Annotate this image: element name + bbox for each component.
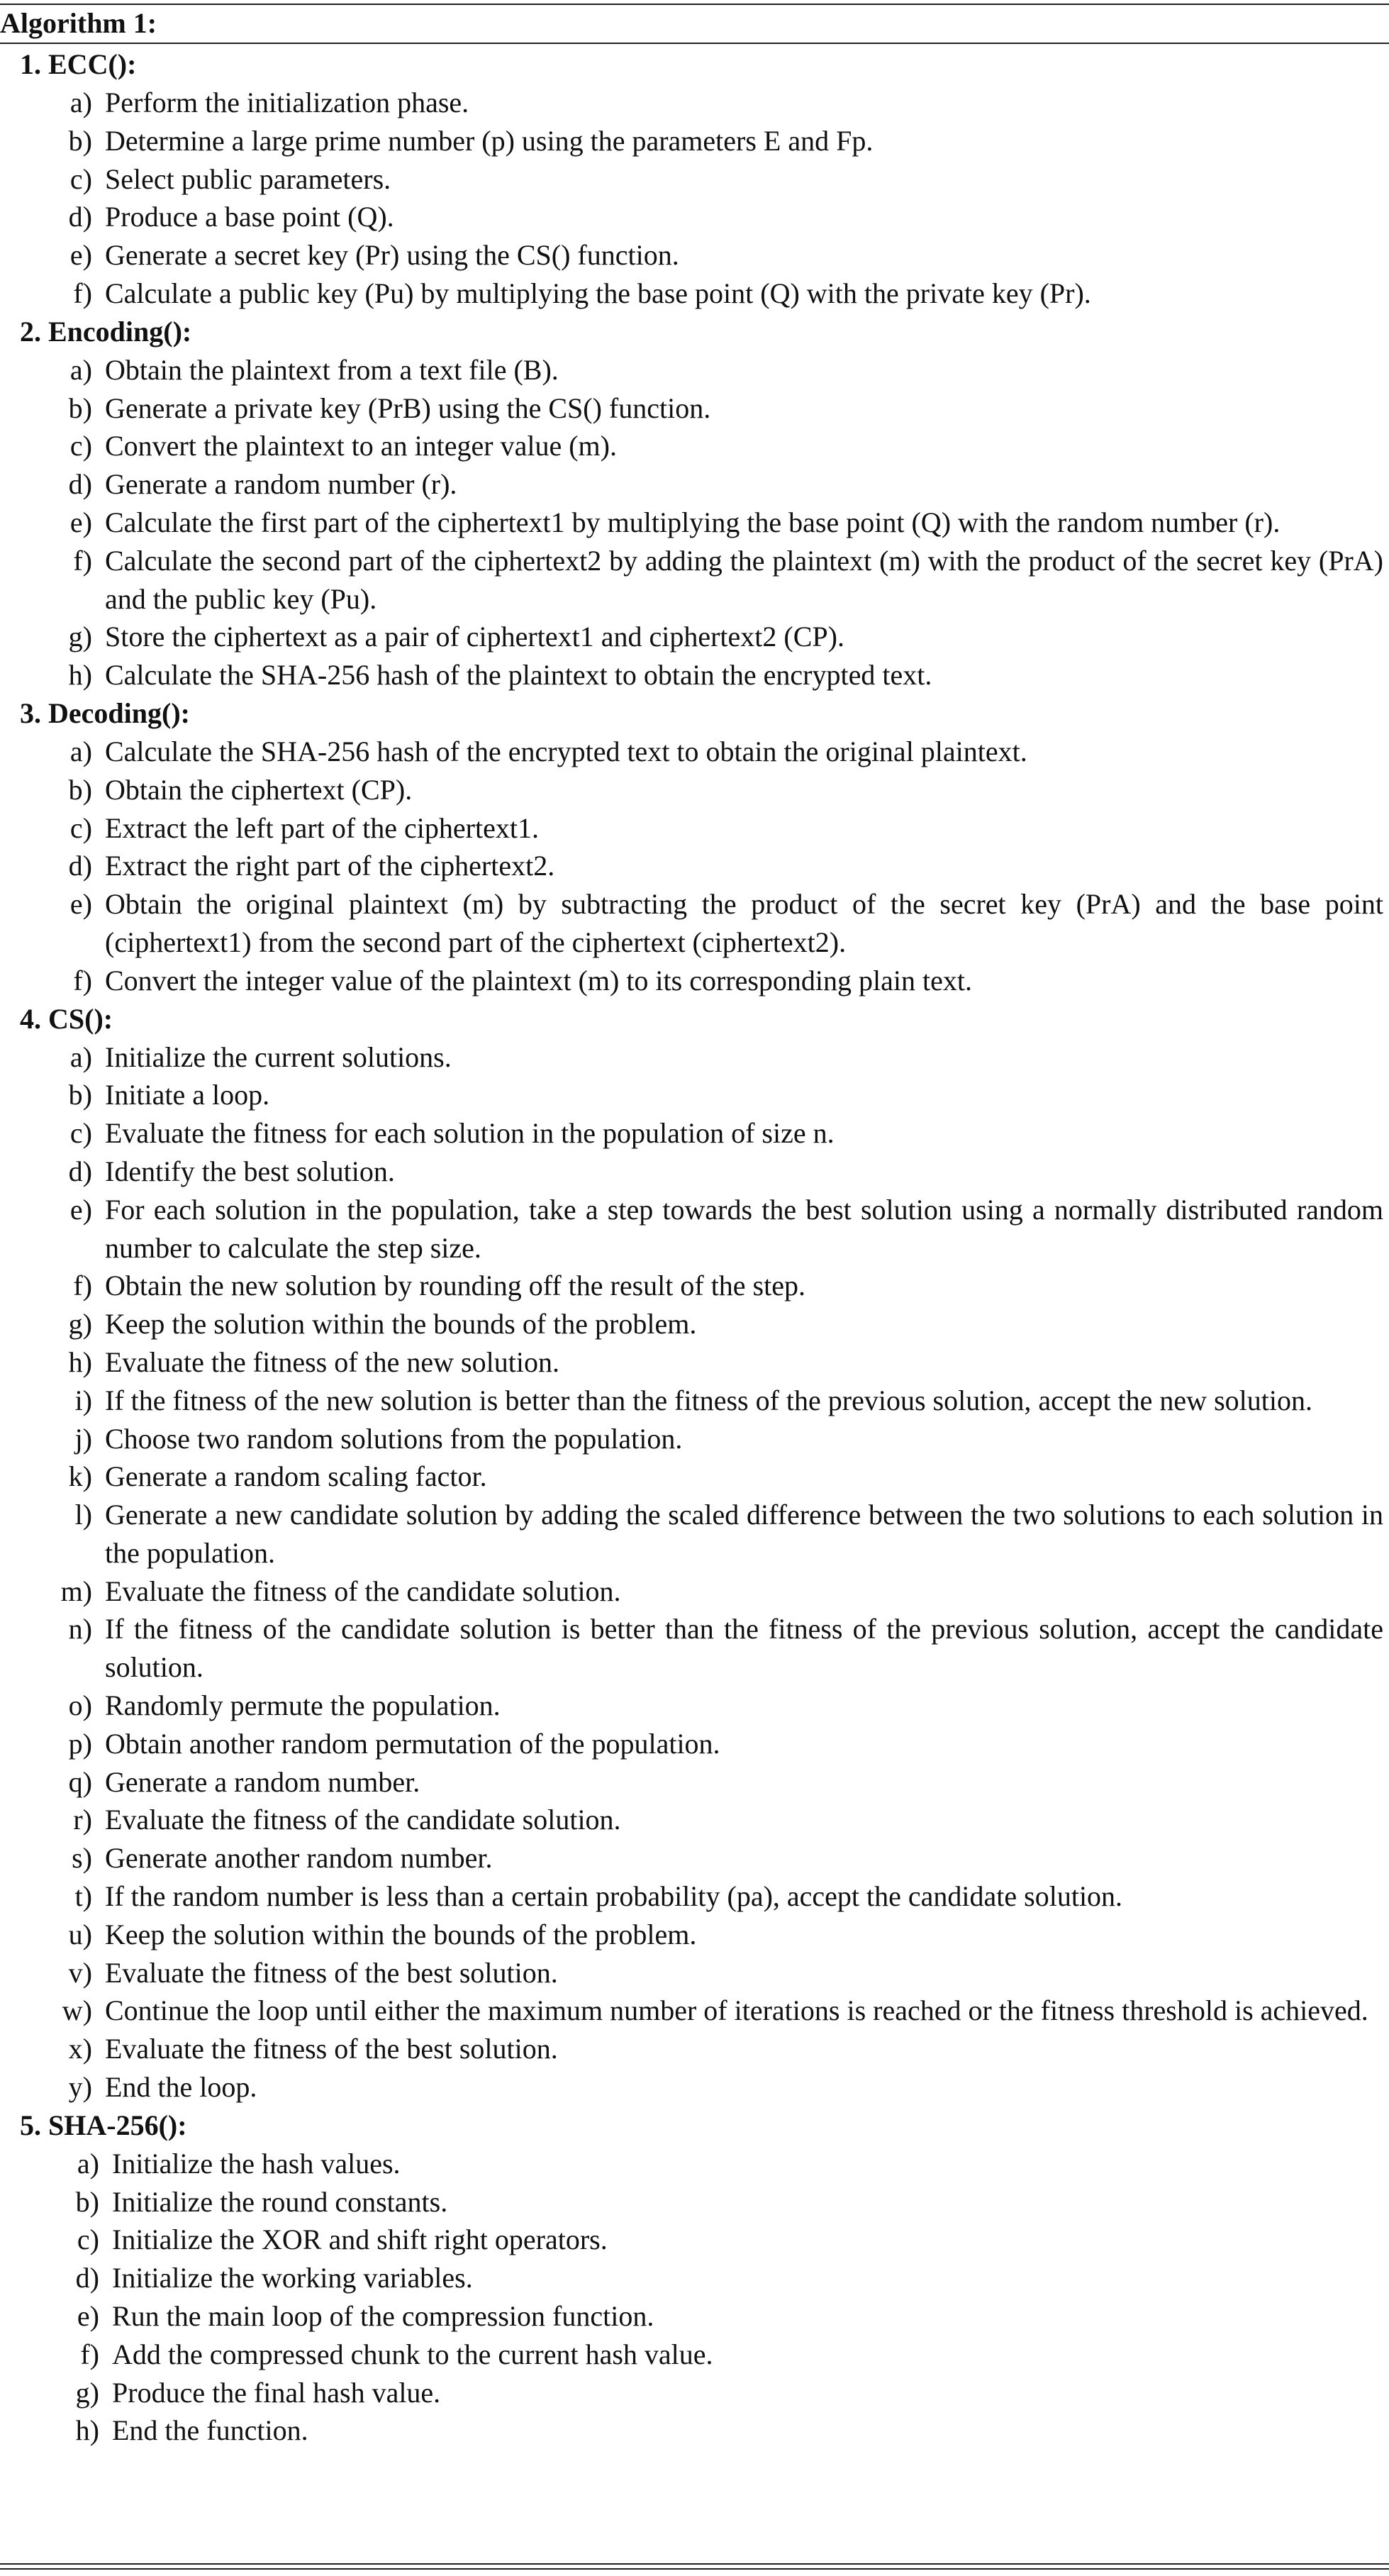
step-item — [0, 1992, 1389, 2030]
step-marker: s) — [72, 1842, 92, 1875]
algorithm-body — [0, 45, 1389, 2450]
step-marker: b) — [75, 2185, 99, 2218]
step-item — [0, 1420, 1389, 1458]
step-text: Initiate a loop. — [105, 1079, 270, 1111]
step-item — [0, 1076, 1389, 1114]
step-text: Randomly permute the population. — [105, 1689, 501, 1722]
step-marker: q) — [68, 1765, 92, 1798]
step-marker: c) — [69, 1117, 92, 1150]
step-item — [0, 1038, 1389, 1077]
step-text: Calculate the second part of the ciphertext2 by adding the plaintext (m) with the product of the secret key (PrA) and the public key (Pu). — [105, 544, 1383, 615]
step-item — [0, 1725, 1389, 1763]
step-text: Evaluate the fitness of the best solution. — [105, 1956, 558, 1989]
step-item — [0, 351, 1389, 389]
step-item — [0, 2336, 1389, 2374]
step-marker: u) — [68, 1918, 92, 1950]
step-text: Generate another random number. — [105, 1842, 493, 1875]
step-marker: d) — [68, 1155, 92, 1187]
step-text: Initialize the current solutions. — [105, 1040, 452, 1073]
step-text: End the loop. — [105, 2071, 257, 2104]
step-marker: a) — [69, 353, 92, 386]
step-item — [0, 1877, 1389, 1916]
step-item — [0, 542, 1389, 618]
step-marker: e) — [69, 888, 92, 921]
step-marker: g) — [68, 1308, 92, 1340]
step-marker: c) — [69, 430, 92, 462]
step-marker: d) — [68, 201, 92, 233]
step-text: Initialize the round constants. — [112, 2185, 448, 2218]
step-item — [0, 236, 1389, 274]
step-item — [0, 1382, 1389, 1420]
step-item — [0, 1572, 1389, 1611]
step-marker: d) — [68, 468, 92, 501]
step-item — [0, 656, 1389, 694]
step-marker: n) — [68, 1613, 92, 1645]
step-marker: t) — [74, 1880, 92, 1913]
step-marker: i) — [74, 1384, 92, 1416]
step-item — [0, 1687, 1389, 1725]
step-item — [0, 160, 1389, 199]
step-item — [0, 809, 1389, 848]
step-item — [0, 1954, 1389, 1992]
step-text: If the fitness of the candidate solution is better than the fitness of the previous solution, accept the candidate solution. — [105, 1613, 1383, 1684]
step-marker: b) — [68, 392, 92, 424]
step-marker: r) — [73, 1804, 92, 1836]
step-marker: g) — [75, 2376, 99, 2409]
step-marker: h) — [75, 2414, 99, 2447]
section-header-sha-256: 5. SHA-256(): — [20, 2109, 187, 2141]
step-marker: h) — [68, 659, 92, 692]
step-item — [0, 1114, 1389, 1153]
step-text: Obtain the plaintext from a text file (B). — [105, 353, 559, 386]
step-marker: a) — [69, 1040, 92, 1073]
step-marker: b) — [68, 124, 92, 157]
step-text: Generate a random scaling factor. — [105, 1460, 487, 1493]
step-marker: h) — [68, 1345, 92, 1378]
step-item — [0, 2183, 1389, 2221]
step-text: Run the main loop of the compression function. — [112, 2300, 654, 2333]
step-text: Convert the integer value of the plaintext (m) to its corresponding plain text. — [105, 964, 973, 996]
step-text: Select public parameters. — [105, 162, 391, 195]
step-text: Identify the best solution. — [105, 1155, 395, 1187]
step-marker: o) — [68, 1689, 92, 1722]
step-text: Initialize the XOR and shift right operators. — [112, 2224, 608, 2256]
section-header-decoding: 3. Decoding(): — [20, 696, 190, 729]
step-marker: w) — [62, 1994, 92, 2027]
step-marker: c) — [69, 162, 92, 195]
step-item — [0, 1458, 1389, 1496]
step-item — [0, 1305, 1389, 1343]
section-header-cs: 4. CS(): — [20, 1002, 113, 1035]
step-text: Generate a random number. — [105, 1765, 420, 1798]
step-marker: f) — [73, 964, 92, 996]
step-text: If the random number is less than a certain probability (pa), accept the candidate solution. — [105, 1880, 1123, 1913]
step-item — [0, 1343, 1389, 1382]
step-text: For each solution in the population, take a step towards the best solution using a normally distributed random number to calculate the step size. — [105, 1193, 1383, 1264]
step-text: Obtain another random permutation of the population. — [105, 1727, 720, 1760]
step-marker: f) — [73, 277, 92, 309]
step-text: Evaluate the fitness of the new solution. — [105, 1345, 559, 1378]
step-item — [0, 1839, 1389, 1877]
step-text: Store the ciphertext as a pair of ciphertext1 and ciphertext2 (CP). — [105, 621, 844, 653]
step-item — [0, 84, 1389, 122]
step-text: Evaluate the fitness of the candidate solution. — [105, 1575, 621, 1607]
step-text: Add the compressed chunk to the current hash value. — [112, 2338, 713, 2370]
top-rule-inner — [0, 43, 1389, 44]
step-marker: f) — [80, 2338, 99, 2370]
step-text: Evaluate the fitness for each solution in the population of size n. — [105, 1117, 835, 1150]
step-marker: e) — [69, 506, 92, 538]
step-text: Extract the right part of the ciphertext2. — [105, 850, 555, 882]
step-marker: j) — [74, 1422, 92, 1455]
step-text: Perform the initialization phase. — [105, 87, 469, 118]
step-text: Continue the loop until either the maximum number of iterations is reached or the fitness threshold is achieved. — [105, 1994, 1368, 2027]
section-header-ecc: 1. ECC(): — [20, 48, 137, 80]
step-marker: y) — [68, 2071, 92, 2104]
step-item — [0, 1763, 1389, 1801]
step-marker: c) — [69, 811, 92, 844]
step-text: If the fitness of the new solution is better than the fitness of the previous solution, accept the new solution. — [105, 1384, 1312, 1416]
step-item — [0, 2030, 1389, 2068]
step-item — [0, 1801, 1389, 1839]
step-item — [0, 2259, 1389, 2297]
step-item — [0, 1916, 1389, 1954]
step-marker: b) — [68, 1079, 92, 1111]
step-text: Obtain the ciphertext (CP). — [105, 773, 413, 806]
step-item — [0, 1267, 1389, 1305]
step-marker: a) — [77, 2147, 99, 2180]
step-marker: x) — [68, 2033, 92, 2065]
step-item — [0, 733, 1389, 771]
step-marker: f) — [73, 1270, 92, 1302]
step-item — [0, 122, 1389, 160]
step-item — [0, 2221, 1389, 2259]
step-marker: c) — [77, 2224, 99, 2256]
step-item — [0, 427, 1389, 465]
step-item — [0, 962, 1389, 1000]
step-text: Generate a secret key (Pr) using the CS() function. — [105, 239, 679, 272]
step-item — [0, 2297, 1389, 2336]
step-text: Obtain the original plaintext (m) by subtracting the product of the secret key (PrA) and the base point (ciphertext1) from the second part of the ciphertext (ciphertext2). — [105, 888, 1383, 958]
step-item — [0, 2374, 1389, 2412]
step-item — [0, 1610, 1389, 1687]
algorithm-title: Algorithm 1: — [0, 7, 157, 39]
step-marker: e) — [69, 239, 92, 272]
step-text: Produce a base point (Q). — [105, 201, 394, 233]
step-text: Evaluate the fitness of the candidate solution. — [105, 1804, 621, 1836]
step-item — [0, 2068, 1389, 2106]
step-marker: d) — [75, 2262, 99, 2294]
step-marker: k) — [68, 1460, 92, 1493]
step-item — [0, 2145, 1389, 2183]
step-text: Keep the solution within the bounds of the problem. — [105, 1308, 697, 1340]
step-item — [0, 847, 1389, 885]
step-item — [0, 465, 1389, 504]
top-rule-outer — [0, 4, 1389, 5]
step-item — [0, 198, 1389, 236]
step-marker: a) — [69, 87, 92, 118]
step-text: End the function. — [112, 2414, 308, 2447]
step-item — [0, 1191, 1389, 1267]
step-item — [0, 618, 1389, 656]
step-text: Determine a large prime number (p) using the parameters E and Fp. — [105, 124, 874, 157]
step-text: Initialize the hash values. — [112, 2147, 401, 2180]
step-marker: a) — [69, 735, 92, 767]
step-marker: m) — [60, 1575, 92, 1607]
step-text: Obtain the new solution by rounding off the result of the step. — [105, 1270, 805, 1302]
step-item — [0, 274, 1389, 313]
step-marker: e) — [69, 1193, 92, 1226]
step-item — [0, 389, 1389, 428]
step-marker: b) — [68, 773, 92, 806]
step-marker: l) — [74, 1499, 92, 1531]
step-item — [0, 771, 1389, 809]
step-text: Calculate the SHA-256 hash of the encrypted text to obtain the original plaintext. — [105, 735, 1027, 767]
step-text: Calculate a public key (Pu) by multiplying the base point (Q) with the private key (Pr). — [105, 277, 1091, 309]
step-text: Generate a private key (PrB) using the CS() function. — [105, 392, 711, 424]
step-text: Generate a random number (r). — [105, 468, 457, 501]
step-marker: p) — [68, 1727, 92, 1760]
step-text: Choose two random solutions from the population. — [105, 1422, 683, 1455]
step-marker: e) — [77, 2300, 99, 2333]
step-text: Calculate the SHA-256 hash of the plaintext to obtain the encrypted text. — [105, 659, 932, 692]
step-item — [0, 1153, 1389, 1191]
step-text: Produce the final hash value. — [112, 2376, 441, 2409]
step-text: Initialize the working variables. — [112, 2262, 473, 2294]
step-text: Evaluate the fitness of the best solution. — [105, 2033, 558, 2065]
step-text: Extract the left part of the ciphertext1. — [105, 811, 539, 844]
step-item — [0, 504, 1389, 542]
step-text: Generate a new candidate solution by adding the scaled difference between the two solutions to each solution in the population. — [105, 1499, 1383, 1569]
step-item — [0, 2411, 1389, 2450]
step-text: Keep the solution within the bounds of the problem. — [105, 1918, 697, 1950]
step-text: Calculate the first part of the ciphertext1 by multiplying the base point (Q) with the random number (r). — [105, 506, 1281, 538]
step-marker: v) — [68, 1956, 92, 1989]
step-marker: f) — [73, 544, 92, 577]
step-marker: d) — [68, 850, 92, 882]
step-marker: g) — [68, 621, 92, 653]
bottom-rule-outer — [0, 2568, 1389, 2570]
section-header-encoding: 2. Encoding(): — [20, 315, 192, 348]
step-item — [0, 885, 1389, 962]
step-item — [0, 1496, 1389, 1572]
bottom-rule-inner — [0, 2563, 1389, 2565]
step-text: Convert the plaintext to an integer value (m). — [105, 430, 617, 462]
